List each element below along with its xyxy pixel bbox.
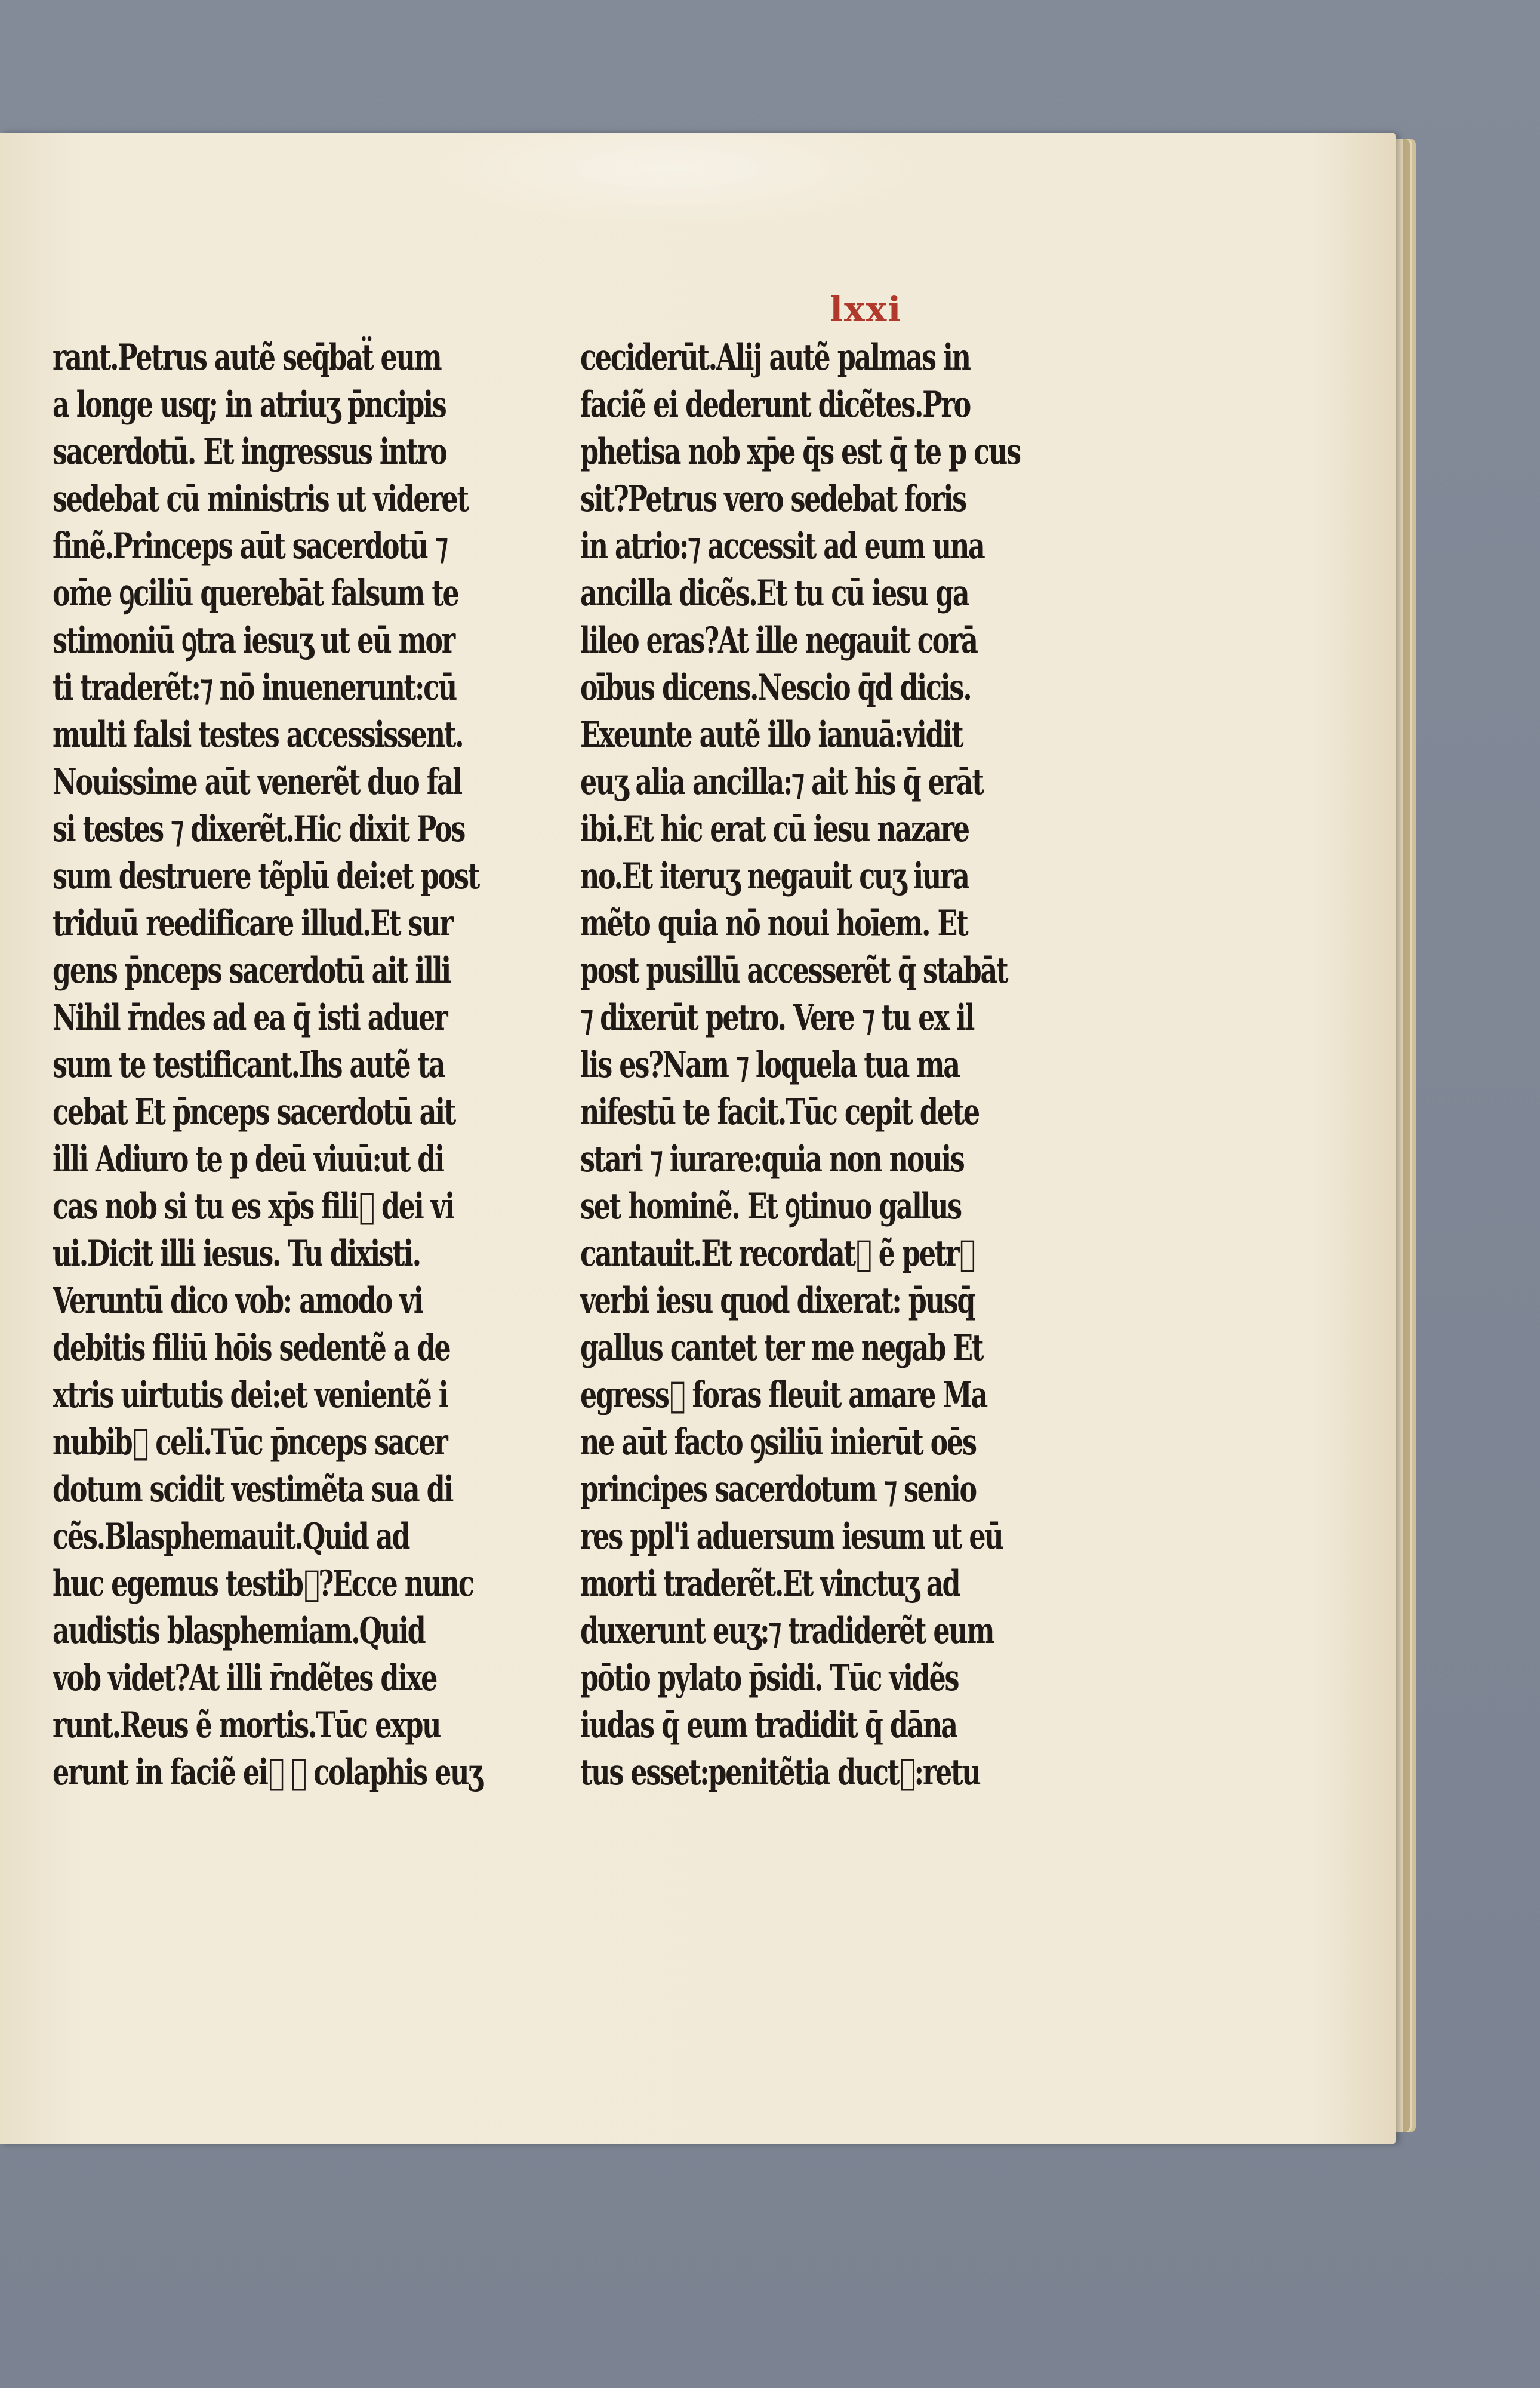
text-line: res ppl'i aduersum iesum ut eū [580,1516,1003,1558]
text-line: finẽ.Princeps aūt sacerdotū ⁊ [53,525,447,567]
folio-number: lxxi [830,289,903,330]
text-line: ibi.Et hic erat cū iesu nazare [580,808,969,850]
text-line: a longe usq; in atriuʒ p̄ncipis [53,384,446,426]
text-line: Nihil r̄ndes ad ea q̄ isti aduer [53,997,447,1039]
text-line: Exeunte autẽ illo ianuā:vidit [580,714,963,756]
text-line: multi falsi testes accessissent. [53,714,463,756]
text-line: gens p̄nceps sacerdotū ait illi [53,950,450,992]
text-line: cẽs.Blasphemauit.Quid ad [53,1516,409,1558]
text-line: si testes ⁊ dixerẽt.Hic dixit Pos [53,808,465,850]
text-line: cantauit.Et recordat᷒ ẽ petr᷒ [580,1233,974,1275]
text-line: sacerdotū. Et ingressus intro [53,431,446,473]
text-line: sum te testificant.Ihs autẽ ta [53,1044,445,1086]
text-line: stari ⁊ iurare:quia non nouis [580,1138,964,1180]
manuscript-page [0,133,1396,2144]
text-line: ceciderūt.Alij autẽ palmas in [580,337,970,378]
text-line: erunt in faciẽ ei᷒ ⁊ colaphis euʒ [53,1752,482,1793]
text-line: pōtio pylato p̄sidi. Tūc vidẽs [580,1657,959,1699]
text-line: verbi iesu quod dixerat: p̄usq̄ [580,1280,975,1322]
text-line: cebat Et p̄nceps sacerdotū ait [53,1091,455,1133]
text-line: rant.Petrus autẽ seq̄baẗ eum [53,337,441,378]
text-line: audistis blasphemiam.Quid [53,1610,425,1652]
text-line: tus esset:penitẽtia duct᷒:retu [580,1752,980,1793]
text-column-right [580,334,1094,1994]
text-line: no.Et iteruʒ negauit cuʒ iura [580,856,969,897]
text-line: sit?Petrus vero sedebat foris [580,478,966,520]
text-line: ui.Dicit illi iesus. Tu dixisti. [53,1233,420,1275]
text-line: faciẽ ei dederunt dicẽtes.Pro [580,384,970,426]
text-line: debitis filiū hōis sedentẽ a de [53,1327,450,1369]
text-line: sedebat cū ministris ut videret [53,478,468,520]
page-edge-shadow [1403,139,1410,2132]
text-line: vob videt?At illi r̄ndẽtes dixe [53,1657,437,1699]
text-line: dotum scidit vestimẽta sua di [53,1469,453,1510]
text-line: egress᷒ foras fleuit amare Ma [580,1374,987,1416]
text-line: om̄e ꝯciliū querebāt falsum te [53,573,458,614]
text-line: post pusillū accesserẽt q̄ stabāt [580,950,1008,992]
text-line: morti traderẽt.Et vinctuʒ ad [580,1563,960,1605]
text-line: triduū reedificare illud.Et sur [53,903,452,944]
text-line: duxerunt euʒ:⁊ tradiderẽt eum [580,1610,994,1652]
text-line: cas nob si tu es xp̄s fili᷒ dei vi [53,1186,454,1227]
text-line: principes sacerdotum ⁊ senio [580,1469,976,1510]
text-line: nubib᷒ celi.Tūc p̄nceps sacer [53,1421,447,1463]
text-line: ancilla dicẽs.Et tu cū iesu ga [580,573,969,614]
text-line: phetisa nob xp̄e q̄s est q̄ te p cus [580,431,1020,473]
text-line: nifestū te facit.Tūc cepit dete [580,1091,979,1133]
text-line: set hominẽ. Et ꝯtinuo gallus [580,1186,961,1227]
text-line: euʒ alia ancilla:⁊ ait his q̄ erāt [580,761,983,803]
text-line: ti traderẽt:⁊ nō inuenerunt:cū [53,667,457,709]
text-line: oībus dicens.Nescio q̄d dicis. [580,667,971,709]
text-line: xtris uirtutis dei:et venientẽ i [53,1374,448,1416]
text-line: lileo eras?At ille negauit corā [580,620,977,661]
text-line: lis es?Nam ⁊ loquela tua ma [580,1044,959,1086]
text-line: in atrio:⁊ accessit ad eum una [580,525,984,567]
text-line: sum destruere tẽplū dei:et post [53,856,479,897]
text-line: Veruntū dico vob: amodo vi [53,1280,423,1322]
text-line: gallus cantet ter me negab Et [580,1327,983,1369]
text-line: mẽto quia nō noui hoīem. Et [580,903,968,944]
text-line: iudas q̄ eum tradidit q̄ dāna [580,1704,957,1746]
text-line: runt.Reus ẽ mortis.Tūc expu [53,1704,441,1746]
text-line: ⁊ dixerūt petro. Vere ⁊ tu ex il [580,997,974,1039]
text-line: illi Adiuro te p deū viuū:ut di [53,1138,443,1180]
text-line: Nouissime aūt venerẽt duo fal [53,761,461,803]
text-line: huc egemus testib᷒?Ecce nunc [53,1563,473,1605]
text-line: ne aūt facto ꝯsiliū inierūt oēs [580,1421,976,1463]
text-line: stimoniū ꝯtra iesuʒ ut eū mor [53,620,454,661]
text-column-left [53,334,566,1994]
